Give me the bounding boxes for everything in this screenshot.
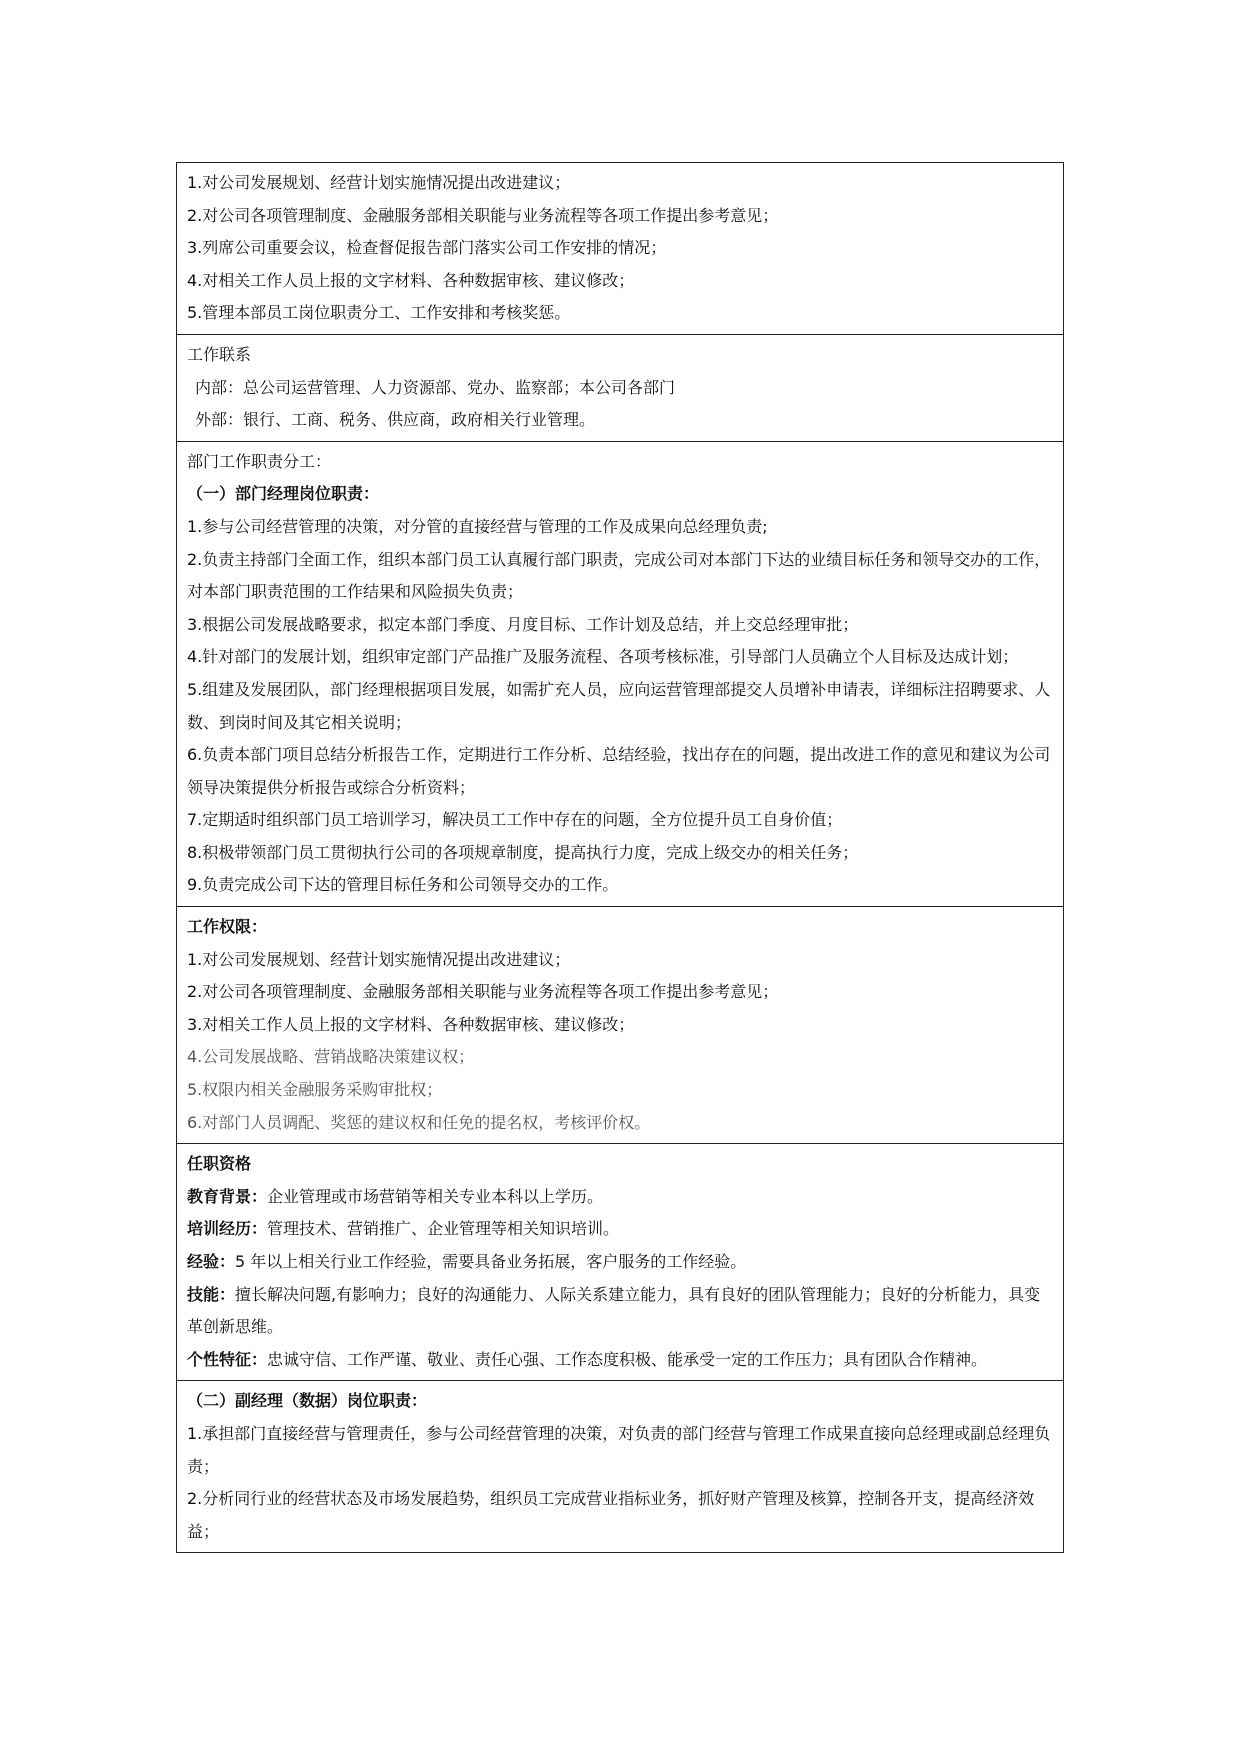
qualification-key: 经验： <box>187 1252 236 1271</box>
internal-relations: 内部：总公司运营管理、人力资源部、党办、监察部；本公司各部门 <box>195 377 676 397</box>
list-item: 1.参与公司经营管理的决策，对分管的直接经营与管理的工作及成果向总经理负责; <box>187 516 768 536</box>
list-item: 2.对公司各项管理制度、金融服务部相关职能与业务流程等各项工作提出参考意见； <box>187 982 779 1002</box>
list-item: 5.组建及发展团队，部门经理根据项目发展，如需扩充人员，应向运营管理部提交人员增补申请表，详细标注招聘要求、人数、到岗时间及其它相关说明； <box>187 679 1051 732</box>
qualification-key: 个性特征： <box>187 1349 268 1369</box>
subsection-heading: （二）副经理（数据）岗位职责： <box>187 1391 428 1411</box>
section-heading: 工作联系 <box>187 344 252 364</box>
list-item: 5.权限内相关金融服务采购审批权； <box>187 1080 443 1100</box>
qualification-value: 企业管理或市场营销等相关专业本科以上学历。 <box>267 1186 604 1206</box>
table-cell-planning-suggestions <box>177 163 1063 334</box>
list-item: 3.根据公司发展战略要求，拟定本部门季度、月度目标、工作计划及总结，并上交总经理审批； <box>187 614 859 634</box>
qualification-experience <box>187 1246 1055 1279</box>
list-item: 6.负责本部门项目总结分析报告工作，定期进行工作分析、总结经验，找出存在的问题，提出改进工作的意见和建议为公司领导决策提供分析报告或综合分析资料； <box>187 745 1051 797</box>
qualification-skills <box>187 1279 1055 1344</box>
list-item: 4.对相关工作人员上报的文字材料、各种数据审核、建议修改； <box>187 270 635 290</box>
list-item: 3.列席公司重要会议，检查督促报告部门落实公司工作安排的情况； <box>187 238 667 258</box>
qualification-value: 忠诚守信、工作严谨、敬业、责任心强、工作态度积极、能承受一定的工作压力；具有团队合作精神。 <box>267 1349 988 1369</box>
list-item: 4.公司发展战略、营销战略决策建议权； <box>187 1047 475 1067</box>
qualification-education <box>187 1181 1055 1214</box>
list-item: 3.对相关工作人员上报的文字材料、各种数据审核、建议修改； <box>187 1014 635 1034</box>
table-cell-work-relations <box>177 334 1063 441</box>
qualification-key: 教育背景： <box>187 1186 268 1206</box>
external-relations: 外部：银行、工商、税务、供应商，政府相关行业管理。 <box>195 410 596 430</box>
list-item: 5.管理本部员工岗位职责分工、工作安排和考核奖惩。 <box>187 303 571 323</box>
list-item: 8.积极带领部门员工贯彻执行公司的各项规章制度，提高执行力度，完成上级交办的相关任务； <box>187 842 859 862</box>
responsibilities-table <box>176 162 1064 1553</box>
list-item: 2.对公司各项管理制度、金融服务部相关职能与业务流程等各项工作提出参考意见； <box>187 205 779 225</box>
table-cell-department-duties <box>177 441 1063 906</box>
list-item: 2.负责主持部门全面工作，组织本部门员工认真履行部门职责，完成公司对本部门下达的业绩目标任务和领导交办的工作，对本部门职责范围的工作结果和风险损失负责； <box>187 549 1051 602</box>
list-item: 4.针对部门的发展计划，组织审定部门产品推广及服务流程、各项考核标准，引导部门人员确立个人目标及达成计划； <box>187 647 1019 667</box>
list-item: 2.分析同行业的经营状态及市场发展趋势，组织员工完成营业指标业务，抓好财产管理及核算，控制各开支，提高经济效益； <box>187 1489 1035 1541</box>
table-cell-qualifications <box>177 1143 1063 1380</box>
qualification-key: 培训经历： <box>187 1219 268 1239</box>
subsection-heading: （一）部门经理岗位职责： <box>187 484 380 504</box>
section-heading: 部门工作职责分工： <box>187 451 332 471</box>
qualification-value: 5 年以上相关行业工作经验，需要具备业务拓展，客户服务的工作经验。 <box>235 1252 747 1271</box>
list-item: 1.对公司发展规划、经营计划实施情况提出改进建议； <box>187 949 571 969</box>
qualification-key: 技能： <box>187 1284 236 1304</box>
section-heading: 任职资格 <box>187 1154 252 1174</box>
qualification-training <box>187 1213 1055 1246</box>
table-cell-deputy-manager-duties <box>177 1380 1063 1552</box>
list-item: 1.对公司发展规划、经营计划实施情况提出改进建议； <box>187 173 571 192</box>
qualification-personality <box>187 1344 1055 1377</box>
list-item: 1.承担部门直接经营与管理责任，参与公司经营管理的决策，对负责的部门经营与管理工作成果直接向总经理或副总经理负责； <box>187 1423 1051 1476</box>
qualification-value: 管理技术、营销推广、企业管理等相关知识培训。 <box>267 1219 620 1239</box>
list-item: 7.定期适时组织部门员工培训学习，解决员工工作中存在的问题，全方位提升员工自身价值； <box>187 810 843 830</box>
list-item: 9.负责完成公司下达的管理目标任务和公司领导交办的工作。 <box>187 875 619 895</box>
list-item: 6.对部门人员调配、奖惩的建议权和任免的提名权，考核评价权。 <box>187 1112 651 1132</box>
table-cell-work-authority <box>177 906 1063 1143</box>
qualification-value: 擅长解决问题,有影响力；良好的沟通能力、人际关系建立能力，具有良好的团队管理能力；良好的分析能力，具变革创新思维。 <box>187 1284 1041 1337</box>
section-heading: 工作权限： <box>187 917 268 937</box>
